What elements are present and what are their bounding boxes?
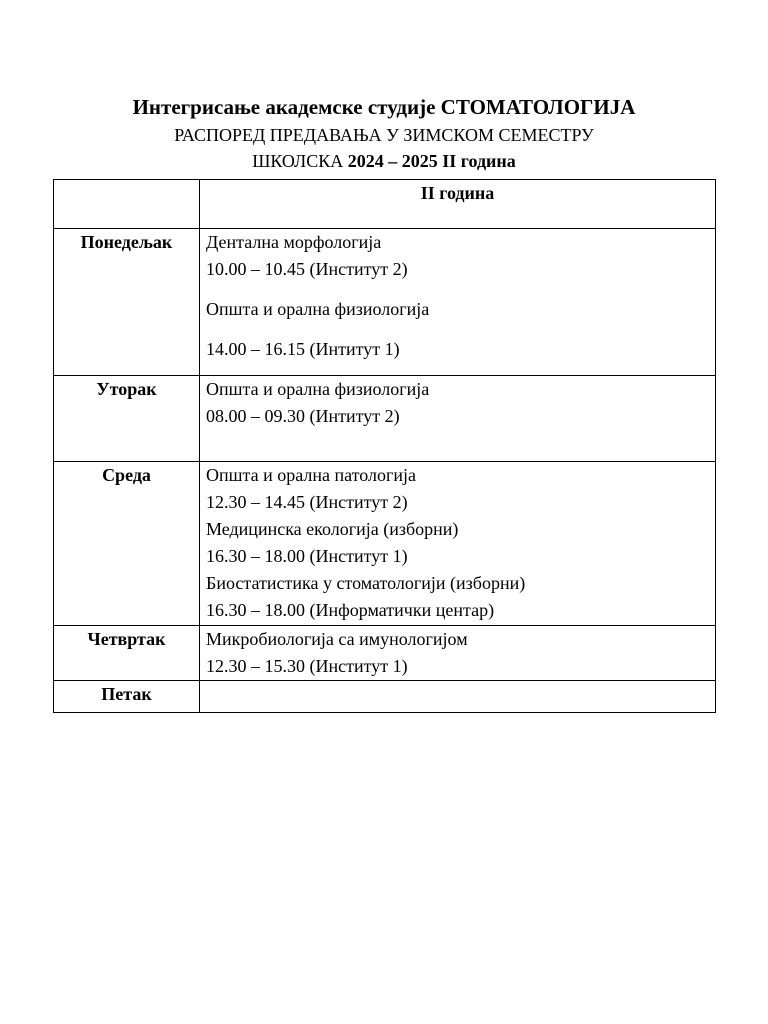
monday-lectures bbox=[200, 229, 716, 376]
day-label-friday: Петак bbox=[54, 681, 200, 713]
school-year-line bbox=[0, 148, 768, 174]
thursday-lectures bbox=[200, 626, 716, 681]
wednesday-time-3: 16.30 – 18.00 (Информатички центар) bbox=[206, 600, 495, 620]
monday-course-1: Дентална морфологија bbox=[206, 232, 382, 252]
school-year-value: 2024 – 2025 II година bbox=[347, 151, 516, 171]
table-row-wednesday bbox=[54, 462, 716, 626]
document-header bbox=[0, 92, 768, 174]
day-label-tuesday: Уторак bbox=[54, 376, 200, 462]
day-label-monday: Понедељак bbox=[54, 229, 200, 376]
wednesday-course-2: Медицинска екологија (изборни) bbox=[206, 519, 459, 539]
tuesday-course-1: Општа и орална физиологија bbox=[206, 379, 430, 399]
table-header-empty-cell bbox=[54, 180, 200, 229]
wednesday-time-1: 12.30 – 14.45 (Институт 2) bbox=[206, 492, 408, 512]
table-row-thursday bbox=[54, 626, 716, 681]
thursday-course-1: Микробиологија са имунологијом bbox=[206, 629, 468, 649]
day-label-thursday: Четвртак bbox=[54, 626, 200, 681]
friday-lectures bbox=[200, 681, 716, 713]
document-subtitle: РАСПОРЕД ПРЕДАВАЊА У ЗИМСКОМ СЕМЕСТРУ bbox=[174, 125, 594, 145]
table-column-header: II година bbox=[200, 180, 716, 229]
wednesday-time-2: 16.30 – 18.00 (Институт 1) bbox=[206, 546, 408, 566]
monday-time-1: 10.00 – 10.45 (Институт 2) bbox=[206, 259, 408, 279]
table-row-friday bbox=[54, 681, 716, 713]
day-label-wednesday: Среда bbox=[54, 462, 200, 626]
table-row-tuesday bbox=[54, 376, 716, 462]
table-row-monday bbox=[54, 229, 716, 376]
tuesday-time-1: 08.00 – 09.30 (Интитут 2) bbox=[206, 406, 400, 426]
monday-time-2: 14.00 – 16.15 (Интитут 1) bbox=[206, 339, 400, 359]
wednesday-lectures bbox=[200, 462, 716, 626]
thursday-time-1: 12.30 – 15.30 (Институт 1) bbox=[206, 656, 408, 676]
wednesday-course-1: Општа и орална патологија bbox=[206, 465, 416, 485]
tuesday-lectures bbox=[200, 376, 716, 462]
document-title: Интегрисање академске студије СТОМАТОЛОГИЈА bbox=[132, 95, 636, 119]
table-header-row bbox=[54, 180, 716, 229]
monday-course-2: Општа и орална физиологија bbox=[206, 299, 430, 319]
wednesday-course-3: Биостатистика у стоматологији (изборни) bbox=[206, 573, 526, 593]
school-year-prefix: ШКОЛСКА bbox=[252, 151, 348, 171]
schedule-table bbox=[53, 179, 716, 713]
